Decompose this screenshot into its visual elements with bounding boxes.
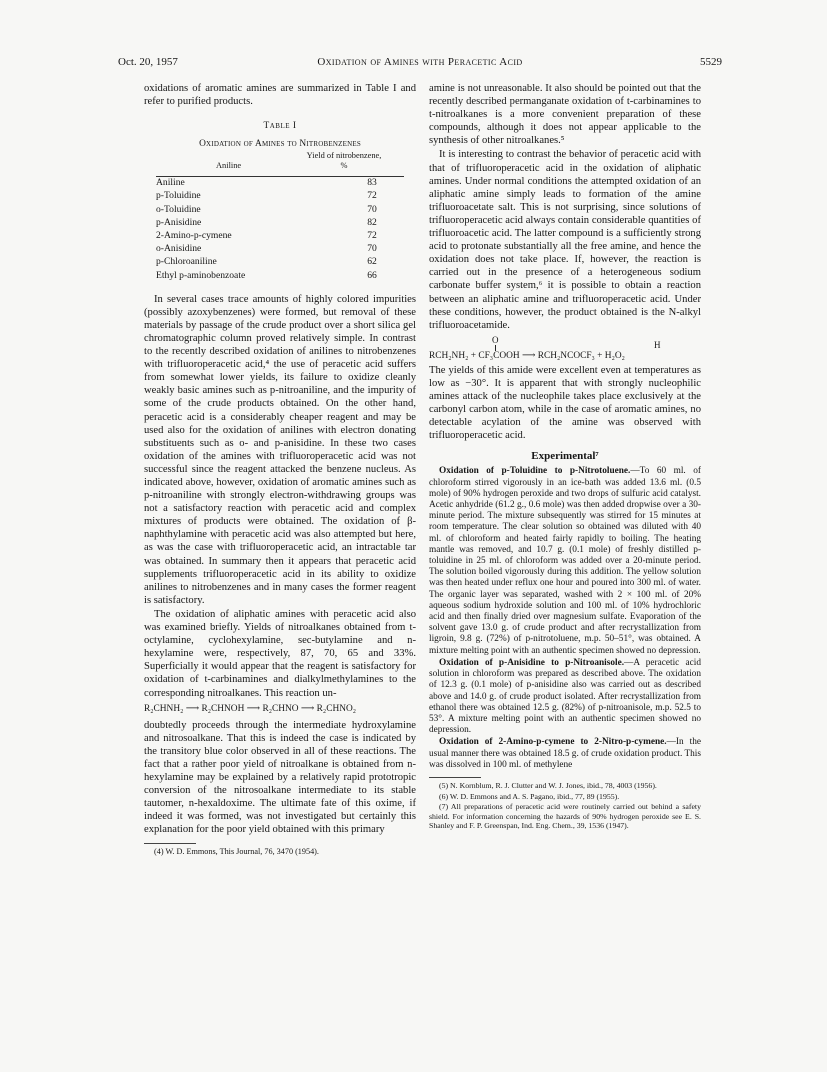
table-body	[156, 177, 404, 283]
oxidation-scheme: R₂CHNH₂ ⟶ R₂CHNOH ⟶ R₂CHNO ⟶ R₂CHNO₂	[144, 703, 357, 714]
acetamide-equation	[429, 336, 701, 362]
table-row	[156, 270, 404, 283]
intro-paragraph: oxidations of aromatic amines are summarized in Table I and refer to purified products.	[144, 83, 416, 108]
intermediate-paragraph: doubtedly proceeds through the intermediate hydroxylamine and nitrosoalkane. That this is indeed the case is indicated by the transitory blue color observed in all of these reactions. The fact that a rather poor yield of nitroalkane is obtained from n-hexylamine may be explained by a relatively rapid prototropic conversion of the nitrosoalkane intermediate to its stable tautomer, n-hexaldoxime. The ultimate fate of this oxime, if indeed it was formed, was not investigated but certainly this explanation for the poor yield obtained with this primary	[144, 719, 416, 836]
equation-hydrogen-label: H	[654, 339, 661, 350]
table-label: Table I	[263, 121, 297, 132]
procedure-text: —A peracetic acid solution in chloroform was prepared as described above. The oxidation of 12.3 g. (0.1 mole) of p-anisidine also was carried out as described above and 14.0 g. of crude product isolated. After recrystallization from ethanol there was obtained 12.5 g. (82%) of p-nitroanisole, m.p. 52.5 to 53°. A mixture melting point with an authentic specimen showed no depression.	[429, 657, 701, 736]
yield-value: 72	[367, 190, 377, 202]
procedure-toluidine	[429, 466, 701, 656]
experimental-heading: Experimental⁷	[531, 450, 599, 463]
yield-header-line2: %	[340, 161, 348, 171]
amine-name: o-Anisidine	[156, 243, 202, 255]
table-row	[156, 217, 404, 230]
yields-paragraph: The yields of this amide were excellent even at temperatures as low as −30°. It is apparent that with strongly nucleophilic amines attack of the nucleophile takes place exclusively at the carbonyl carbon atom, while in the case of aromatic amines, no detectable acylation of the amine was observed with trifluoroperacetic acid.	[429, 364, 701, 442]
contrast-paragraph: It is interesting to contrast the behavior of peracetic acid with that of trifluoroperacetic acid in the oxidation of aliphatic amines. Under normal conditions the attempted oxidation of an aliphatic amine simply leads to formation of the amine trifluoroacetate salt. This is not surprising, since solutions of trifluoroperacetic acid always contain considerable quantities of trifluoroacetic acid. The latter compound is a sufficiently strong acid to protonate substantially all the free amine, and hence the oxidation does not take place. If, however, the reaction is carried out in the presence of a heterogeneous sodium carbonate buffer system,⁶ it is possible to obtain a reaction between an aliphatic amine and trifluoroperacetic acid. Under these conditions, however, the product obtained is the N-alkyl trifluoroacetamide.	[429, 149, 701, 331]
procedure-text: —In the usual manner there was obtained 18.5 g. of crude oxidation product. This was dissolved in 100 ml. of methylene	[429, 737, 701, 770]
footnote-5: (5) N. Kornblum, R. J. Clutter and W. J. Jones, ibid., 78, 4003 (1956).	[439, 780, 657, 790]
table-1	[144, 120, 416, 283]
yield-value: 82	[367, 216, 377, 228]
procedure-cymene	[429, 737, 701, 771]
amine-name: o-Toluidine	[156, 203, 201, 215]
footnote-4: (4) W. D. Emmons, This Journal, 76, 3470 (1954).	[154, 846, 319, 856]
procedure-text: —To 60 ml. of chloroform stirred vigorously in an ice-bath was added 13.6 ml. (0.5 mole) of 90% hydrogen peroxide and two drops of sulfuric acid catalyst. Acetic anhydride (61.2 g., 0.6 mole) was then added dropwise over a 30-minute period. The mixture subsequently was stirred for 15 minutes at room temperature. The clear solution so obtained was diluted with 40 ml. of chloroform and heated fairly rapidly to boiling. The heating mantle was removed, and 10.7 g. (0.1 mole) of freshly distilled p-toluidine in 25 ml. of chloroform was added over a 20-minute period. The solution boiled vigorously during this addition. The yellow solution was then heated under reflux one hour and poured into 300 ml. of water. The organic layer was separated, washed with 2 × 100 ml. of 20% aqueous sodium hydroxide solution and 100 ml. of 10% hydrochloric acid and then finally dried over magnesium sulfate. Evaporation of the solvent gave 13.0 g. of crude product and after recrystallization from ligroin, 9.8 g. (72%) of p-nitrotoluene, m.p. 50–51°, was obtained. A mixture melting point with an authentic specimen showed no depression.	[429, 466, 701, 656]
yield-value: 83	[367, 177, 377, 189]
table-title: Oxidation of Amines to Nitrobenzenes	[199, 139, 361, 150]
amine-paragraph: amine is not unreasonable. It also should be pointed out that the recently described permanganate oxidation of t-carbinamines to t-nitroalkanes is a more convenient preparation of these compounds, although it does not appear applicable to the synthesis of other nitroalkanes.⁵	[429, 83, 701, 147]
aliphatic-amines-paragraph: The oxidation of aliphatic amines with peracetic acid also was examined briefly. Yields of nitroalkanes obtained from t-octylamine, cyclohexylamine, sec-butylamine and n-hexylamine were, respectively, 87, 70, 65 and 33%. Superficially it would appear that the reagent is satisfactory for oxidation of t-carbinamines and dialkylmethylamines to the corresponding nitroalkanes. This reaction un-	[144, 608, 416, 699]
table-row	[156, 256, 404, 269]
column-header-aniline: Aniline	[216, 161, 242, 171]
procedure-anisidine	[429, 658, 701, 736]
yield-value: 66	[367, 269, 377, 281]
page-number: 5529	[700, 56, 722, 68]
header-date: Oct. 20, 1957	[118, 56, 178, 68]
footnote-7: (7) All preparations of peracetic acid were routinely carried out behind a safety shield. For information concerning the hazards of 90% hydrogen peroxide see E. S. Shanley and F. P. Greenspan, Ind. Eng. Chem., 39, 1536 (1947).	[429, 802, 701, 831]
footnote-rule	[429, 777, 481, 778]
table-row	[156, 230, 404, 243]
footnote-rule	[144, 843, 196, 844]
trace-impurities-paragraph: In several cases trace amounts of highly colored impurities (possibly azoxybenzenes) were formed, but removal of these materials by passage of the crude product over a short silica gel chromatographic column proved relatively simple. In contrast to the recently described oxidation of anilines to nitrobenzenes with trifluoroperacetic acid,⁴ the use of peracetic acid suffers from somewhat lower yields, its failure to oxidize cleanly weakly basic amines such as p-nitroaniline, and the impurity of some of the crude products obtained. On the other hand, peracetic acid is a considerably cheaper reagent and may be used also for the oxidation of anilines with electron donating substituents such as o- and p-anisidine. In these two cases oxidation of the amines with trifluoroperacetic acid was not successful since the reagent attacked the benzene nucleus. As indicated above, however, oxidation of aromatic amines such as p-nitroaniline with strongly electron-withdrawing groups was not a satisfactory reaction with peracetic acid and complex mixtures of products were obtained. The oxidation of β-naphthylamine with peracetic acid was also attempted but here, as was the case with trifluoroperacetic acid, an intractable tar was obtained. In summary then it appears that peracetic acid supplements trifluoroperacetic acid in its ability to oxidize anilines to nitrobenzenes and in many cases the former reagent is satisfactory.	[144, 293, 416, 606]
amine-name: Aniline	[156, 177, 185, 189]
yield-value: 70	[367, 243, 377, 255]
header-title: Oxidation of Amines with Peracetic Acid	[317, 56, 523, 68]
procedure-title: Oxidation of p-Toluidine to p-Nitrotoluene.	[439, 466, 631, 477]
right-column	[429, 82, 701, 832]
equation-oxygen-label: O	[492, 334, 499, 345]
yield-value: 62	[367, 256, 377, 268]
procedure-title: Oxidation of 2-Amino-p-cymene to 2-Nitro-p-cymene.	[439, 737, 667, 748]
procedure-title: Oxidation of p-Anisidine to p-Nitroanisole.	[439, 657, 625, 668]
amine-name: p-Anisidine	[156, 216, 202, 228]
amine-name: Ethyl p-aminobenzoate	[156, 269, 246, 281]
table-header	[156, 150, 404, 174]
amine-name: 2-Amino-p-cymene	[156, 229, 232, 241]
left-column	[144, 82, 416, 858]
yield-header-line1: Yield of nitrobenzene,	[306, 151, 382, 161]
column-header-yield	[284, 151, 404, 171]
equation-line: RCH₂NH₂ + CF₃COOH ⟶ RCH₂NCOCF₃ + H₂O₂	[429, 350, 625, 361]
table-row	[156, 190, 404, 203]
amine-name: p-Chloroaniline	[156, 256, 217, 268]
yield-value: 70	[367, 203, 377, 215]
table-row	[156, 204, 404, 217]
running-header	[118, 56, 722, 72]
amine-name: p-Toluidine	[156, 190, 201, 202]
table-row	[156, 243, 404, 256]
yield-value: 72	[367, 229, 377, 241]
table-row	[156, 177, 404, 190]
footnote-6: (6) W. D. Emmons and A. S. Pagano, ibid., 77, 89 (1955).	[439, 791, 620, 801]
